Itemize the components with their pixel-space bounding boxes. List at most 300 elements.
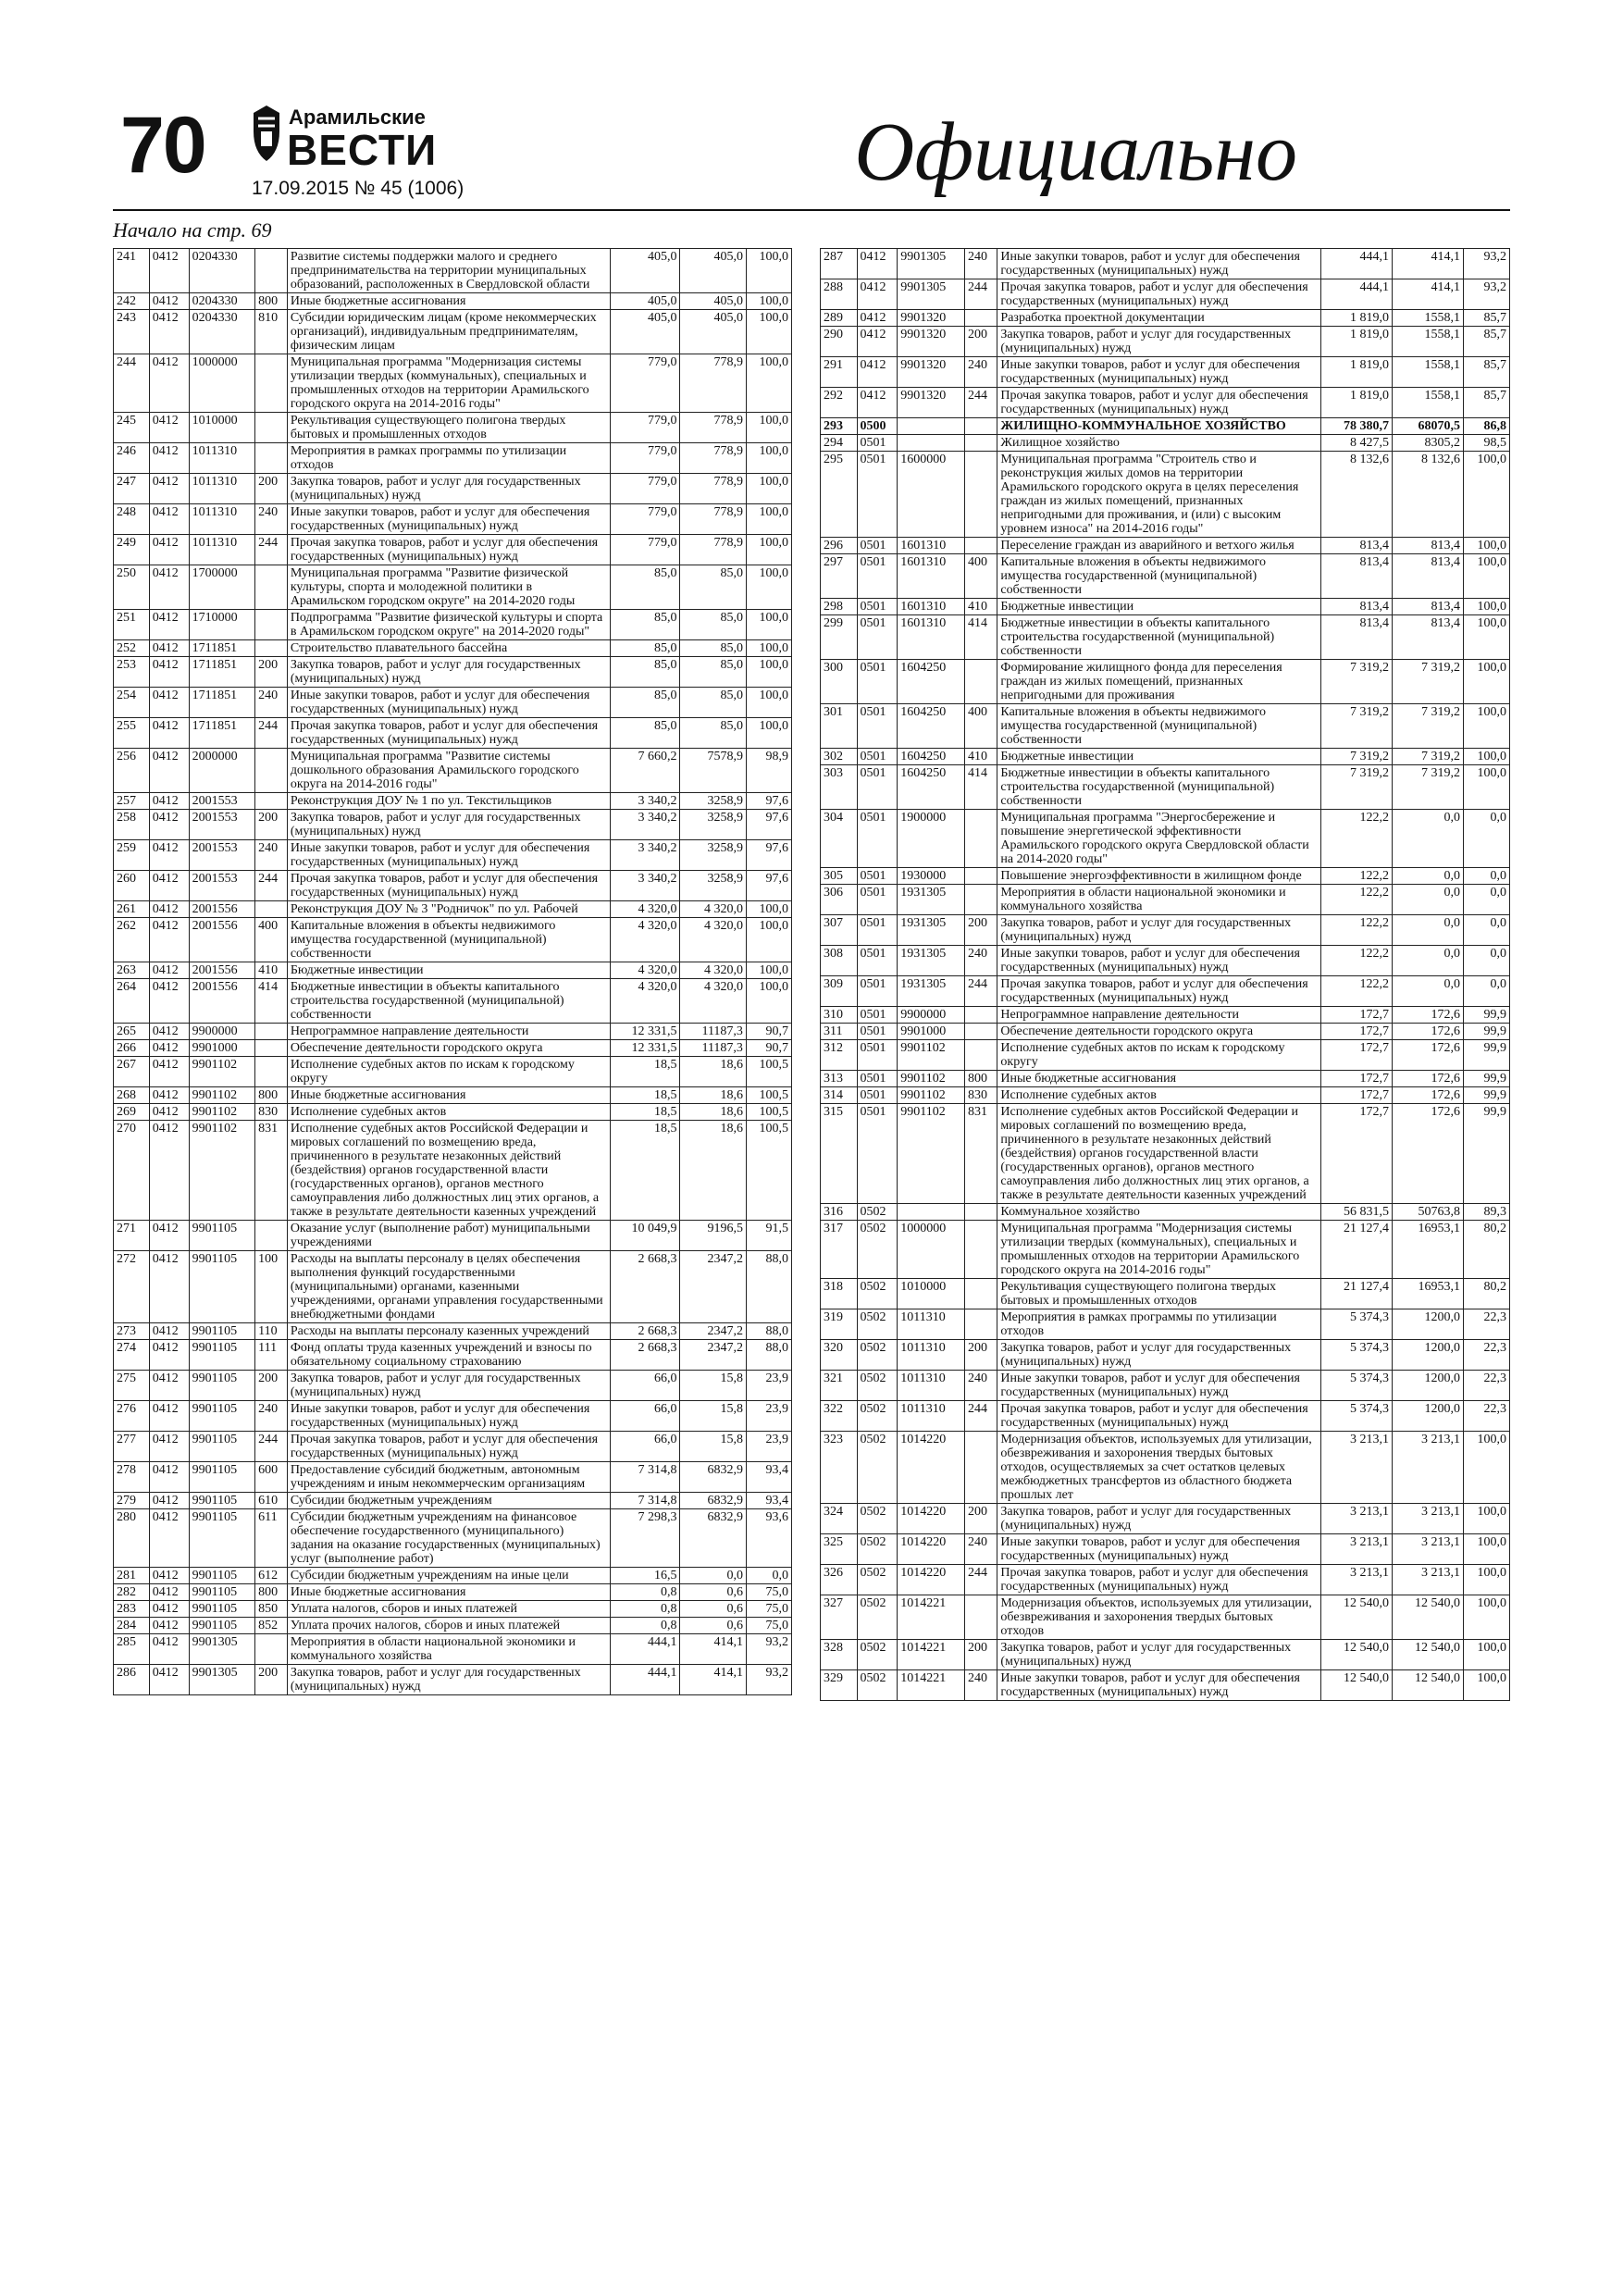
executed-amount: 2347,2 [680, 1251, 746, 1323]
item-name: Субсидии юридическим лицам (кроме некоммерческих организаций), индивидуальным предпринимателям, физическим лицам [287, 310, 610, 354]
row-number: 241 [114, 249, 150, 293]
execution-percent: 23,9 [746, 1432, 791, 1462]
executed-amount: 414,1 [680, 1665, 746, 1695]
table-row [114, 1104, 792, 1121]
target-code: 1011310 [898, 1340, 965, 1371]
row-number: 325 [821, 1534, 858, 1565]
row-number: 304 [821, 810, 858, 868]
expense-type: 244 [255, 1432, 288, 1462]
table-row [114, 354, 792, 413]
executed-amount: 813,4 [1393, 599, 1464, 615]
executed-amount: 15,8 [680, 1371, 746, 1401]
expense-type: 244 [255, 871, 288, 901]
table-row [821, 765, 1510, 810]
item-name: Закупка товаров, работ и услуг для государственных (муниципальных) нужд [997, 915, 1321, 946]
section-code: 0412 [149, 1057, 189, 1087]
section-code: 0502 [857, 1309, 898, 1340]
section-code: 0502 [857, 1204, 898, 1221]
execution-percent: 99,9 [1463, 1087, 1509, 1104]
target-code: 9901305 [898, 249, 965, 279]
planned-amount: 444,1 [610, 1634, 680, 1665]
expense-type: 200 [255, 810, 288, 840]
item-name: Расходы на выплаты персоналу казенных учреждений [287, 1323, 610, 1340]
section-code: 0412 [149, 1221, 189, 1251]
section-code: 0412 [149, 1371, 189, 1401]
target-code: 9901105 [189, 1568, 254, 1584]
planned-amount: 21 127,4 [1321, 1221, 1393, 1279]
target-code: 0204330 [189, 310, 254, 354]
table-row [821, 388, 1510, 418]
executed-amount: 414,1 [1393, 249, 1464, 279]
expense-type [255, 901, 288, 918]
expense-type: 240 [965, 1534, 997, 1565]
expense-type: 612 [255, 1568, 288, 1584]
execution-percent: 100,0 [746, 688, 791, 718]
item-name: Иные закупки товаров, работ и услуг для обеспечения государственных (муниципальных) нужд [997, 249, 1321, 279]
item-name: Модернизация объектов, используемых для утилизации, обезвреживания и захоронения твердых бытовых отходов, осуществляемых за счет остатков целевых межбюджетных трансфертов из областного бюджета прошлых лет [997, 1432, 1321, 1504]
target-code [898, 418, 965, 435]
target-code: 9901102 [189, 1104, 254, 1121]
planned-amount: 779,0 [610, 535, 680, 565]
target-code: 1601310 [898, 599, 965, 615]
executed-amount: 12 540,0 [1393, 1640, 1464, 1670]
row-number: 328 [821, 1640, 858, 1670]
table-row [821, 279, 1510, 310]
section-code: 0412 [149, 918, 189, 962]
row-number: 324 [821, 1504, 858, 1534]
table-row [114, 1221, 792, 1251]
section-code: 0502 [857, 1279, 898, 1309]
target-code: 1604250 [898, 704, 965, 749]
planned-amount: 779,0 [610, 504, 680, 535]
target-code: 9901105 [189, 1371, 254, 1401]
table-row [114, 474, 792, 504]
item-name: Реконструкция ДОУ № 1 по ул. Текстильщиков [287, 793, 610, 810]
planned-amount: 66,0 [610, 1432, 680, 1462]
item-name: Модернизация объектов, используемых для утилизации, обезвреживания и захоронения твердых бытовых отходов [997, 1595, 1321, 1640]
planned-amount: 172,7 [1321, 1024, 1393, 1040]
executed-amount: 7 319,2 [1393, 749, 1464, 765]
executed-amount: 85,0 [680, 565, 746, 610]
executed-amount: 4 320,0 [680, 979, 746, 1024]
planned-amount: 3 340,2 [610, 793, 680, 810]
table-row [114, 1601, 792, 1618]
section-code: 0501 [857, 946, 898, 976]
item-name: Иные закупки товаров, работ и услуг для обеспечения государственных (муниципальных) нужд [997, 1670, 1321, 1701]
planned-amount: 2 668,3 [610, 1251, 680, 1323]
executed-amount: 50763,8 [1393, 1204, 1464, 1221]
table-row [114, 565, 792, 610]
executed-amount: 18,6 [680, 1104, 746, 1121]
executed-amount: 3258,9 [680, 840, 746, 871]
executed-amount: 172,6 [1393, 1024, 1464, 1040]
target-code: 9901105 [189, 1340, 254, 1371]
target-code: 9901105 [189, 1601, 254, 1618]
executed-amount: 15,8 [680, 1401, 746, 1432]
item-name: Прочая закупка товаров, работ и услуг для обеспечения государственных (муниципальных) нужд [287, 718, 610, 749]
execution-percent: 0,0 [1463, 976, 1509, 1007]
target-code: 2001553 [189, 810, 254, 840]
section-code: 0501 [857, 885, 898, 915]
target-code: 1711851 [189, 640, 254, 657]
table-row [114, 413, 792, 443]
expense-type: 800 [255, 293, 288, 310]
table-row [114, 657, 792, 688]
row-number: 282 [114, 1584, 150, 1601]
table-row [114, 610, 792, 640]
table-row [114, 1509, 792, 1568]
row-number: 242 [114, 293, 150, 310]
execution-percent: 22,3 [1463, 1309, 1509, 1340]
execution-percent: 100,0 [1463, 599, 1509, 615]
executed-amount: 16953,1 [1393, 1279, 1464, 1309]
row-number: 274 [114, 1340, 150, 1371]
planned-amount: 7 660,2 [610, 749, 680, 793]
planned-amount: 4 320,0 [610, 979, 680, 1024]
planned-amount: 3 340,2 [610, 840, 680, 871]
target-code: 9901000 [898, 1024, 965, 1040]
expense-type: 200 [255, 657, 288, 688]
target-code: 2000000 [189, 749, 254, 793]
section-code: 0412 [857, 310, 898, 327]
item-name: Формирование жилищного фонда для переселения граждан из жилых помещений, признанных непригодными для проживания [997, 660, 1321, 704]
execution-percent: 80,2 [1463, 1221, 1509, 1279]
planned-amount: 85,0 [610, 657, 680, 688]
section-code: 0412 [149, 610, 189, 640]
item-name: Иные бюджетные ассигнования [287, 293, 610, 310]
expense-type: 831 [965, 1104, 997, 1204]
target-code: 9901102 [189, 1121, 254, 1221]
section-code: 0502 [857, 1565, 898, 1595]
section-code: 0412 [149, 1087, 189, 1104]
table-row [114, 1251, 792, 1323]
expense-type: 240 [965, 1371, 997, 1401]
planned-amount: 0,8 [610, 1584, 680, 1601]
row-number: 254 [114, 688, 150, 718]
expense-type: 244 [965, 976, 997, 1007]
target-code: 9901102 [189, 1057, 254, 1087]
row-number: 257 [114, 793, 150, 810]
execution-percent: 0,0 [1463, 885, 1509, 915]
execution-percent: 93,2 [1463, 279, 1509, 310]
row-number: 301 [821, 704, 858, 749]
row-number: 258 [114, 810, 150, 840]
section-code: 0412 [857, 357, 898, 388]
planned-amount: 122,2 [1321, 868, 1393, 885]
target-code: 1014221 [898, 1640, 965, 1670]
executed-amount: 4 320,0 [680, 918, 746, 962]
expense-type: 200 [965, 1640, 997, 1670]
planned-amount: 122,2 [1321, 976, 1393, 1007]
table-row [114, 535, 792, 565]
expense-type: 410 [255, 962, 288, 979]
expense-type: 100 [255, 1251, 288, 1323]
section-code: 0412 [149, 443, 189, 474]
item-name: Исполнение судебных актов Российской Федерации и мировых соглашений по возмещению вреда, причиненного в результате незаконных действий (бездействия) органов государственной власти (государственных органов), органов местного самоуправления либо должностных лиц этих органов, а также в результате деятельности казенных учреждений [287, 1121, 610, 1221]
planned-amount: 3 213,1 [1321, 1565, 1393, 1595]
planned-amount: 5 374,3 [1321, 1309, 1393, 1340]
expense-type [965, 1204, 997, 1221]
executed-amount: 16953,1 [1393, 1221, 1464, 1279]
planned-amount: 1 819,0 [1321, 357, 1393, 388]
executed-amount: 3 213,1 [1393, 1504, 1464, 1534]
row-number: 300 [821, 660, 858, 704]
table-row [114, 871, 792, 901]
executed-amount: 85,0 [680, 640, 746, 657]
row-number: 327 [821, 1595, 858, 1640]
section-code: 0502 [857, 1595, 898, 1640]
executed-amount: 11187,3 [680, 1024, 746, 1040]
section-code: 0412 [149, 1040, 189, 1057]
planned-amount: 18,5 [610, 1104, 680, 1121]
section-code: 0501 [857, 749, 898, 765]
target-code: 2001556 [189, 901, 254, 918]
row-number: 288 [821, 279, 858, 310]
execution-percent: 0,0 [1463, 868, 1509, 885]
item-name: Разработка проектной документации [997, 310, 1321, 327]
execution-percent: 100,0 [1463, 704, 1509, 749]
table-row [114, 504, 792, 535]
executed-amount: 0,0 [1393, 810, 1464, 868]
table-row [821, 660, 1510, 704]
item-name: Иные закупки товаров, работ и услуг для обеспечения государственных (муниципальных) нужд [287, 840, 610, 871]
target-code: 1931305 [898, 885, 965, 915]
target-code: 1900000 [898, 810, 965, 868]
row-number: 264 [114, 979, 150, 1024]
target-code [898, 435, 965, 452]
table-row [821, 915, 1510, 946]
section-code: 0412 [149, 749, 189, 793]
item-name: Прочая закупка товаров, работ и услуг для обеспечения государственных (муниципальных) нужд [997, 1401, 1321, 1432]
item-name: Иные закупки товаров, работ и услуг для обеспечения государственных (муниципальных) нужд [287, 1401, 610, 1432]
target-code: 9901105 [189, 1432, 254, 1462]
executed-amount: 1558,1 [1393, 357, 1464, 388]
item-name: Иные закупки товаров, работ и услуг для обеспечения государственных (муниципальных) нужд [287, 688, 610, 718]
execution-percent: 100,0 [1463, 452, 1509, 538]
item-name: Предоставление субсидий бюджетным, автономным учреждениям и иным некоммерческим организациям [287, 1462, 610, 1493]
row-number: 260 [114, 871, 150, 901]
execution-percent: 100,0 [1463, 554, 1509, 599]
item-name: Мероприятия в рамках программы по утилизации отходов [287, 443, 610, 474]
row-number: 312 [821, 1040, 858, 1071]
executed-amount: 18,6 [680, 1121, 746, 1221]
planned-amount: 405,0 [610, 293, 680, 310]
item-name: Обеспечение деятельности городского округа [997, 1024, 1321, 1040]
row-number: 252 [114, 640, 150, 657]
row-number: 269 [114, 1104, 150, 1121]
executed-amount: 12 540,0 [1393, 1595, 1464, 1640]
execution-percent: 100,0 [746, 901, 791, 918]
target-code: 9901102 [189, 1087, 254, 1104]
table-row [114, 1665, 792, 1695]
item-name: Капитальные вложения в объекты недвижимого имущества государственной (муниципальной) собственности [997, 704, 1321, 749]
row-number: 313 [821, 1071, 858, 1087]
expense-type [255, 354, 288, 413]
target-code: 1011310 [189, 474, 254, 504]
execution-percent: 93,4 [746, 1493, 791, 1509]
section-title: Официально [854, 106, 1297, 198]
row-number: 295 [821, 452, 858, 538]
executed-amount: 405,0 [680, 249, 746, 293]
planned-amount: 0,8 [610, 1601, 680, 1618]
table-row [114, 1371, 792, 1401]
target-code: 9901102 [898, 1071, 965, 1087]
budget-table-left [113, 248, 792, 1695]
row-number: 293 [821, 418, 858, 435]
table-row [821, 327, 1510, 357]
section-code: 0501 [857, 615, 898, 660]
target-code: 1711851 [189, 657, 254, 688]
planned-amount: 172,7 [1321, 1087, 1393, 1104]
section-code: 0412 [149, 1634, 189, 1665]
section-code: 0501 [857, 1087, 898, 1104]
planned-amount: 12 540,0 [1321, 1670, 1393, 1701]
table-row [114, 1057, 792, 1087]
planned-amount: 779,0 [610, 413, 680, 443]
execution-percent: 93,2 [746, 1634, 791, 1665]
expense-type [255, 413, 288, 443]
planned-amount: 16,5 [610, 1568, 680, 1584]
executed-amount: 3258,9 [680, 871, 746, 901]
table-row [114, 688, 792, 718]
execution-percent: 100,0 [746, 535, 791, 565]
planned-amount: 122,2 [1321, 915, 1393, 946]
row-number: 251 [114, 610, 150, 640]
row-number: 266 [114, 1040, 150, 1057]
newspaper-logo [252, 104, 478, 168]
execution-percent: 100,0 [746, 979, 791, 1024]
row-number: 277 [114, 1432, 150, 1462]
item-name: Муниципальная программа "Энергосбережение и повышение энергетической эффективности Арамильского городского округа Свердловской области на 2014-2020 годы" [997, 810, 1321, 868]
table-row [821, 599, 1510, 615]
planned-amount: 813,4 [1321, 599, 1393, 615]
execution-percent: 88,0 [746, 1340, 791, 1371]
execution-percent: 88,0 [746, 1251, 791, 1323]
expense-type: 800 [965, 1071, 997, 1087]
target-code: 2001556 [189, 918, 254, 962]
section-code: 0412 [149, 1121, 189, 1221]
item-name: Мероприятия в области национальной экономики и коммунального хозяйства [287, 1634, 610, 1665]
expense-type: 240 [965, 357, 997, 388]
executed-amount: 405,0 [680, 310, 746, 354]
planned-amount: 444,1 [610, 1665, 680, 1695]
section-code: 0501 [857, 1071, 898, 1087]
item-name: Расходы на выплаты персоналу в целях обеспечения выполнения функций государственными (муниципальными) органами, казенными учреждениями, органами управления государственными внебюджетными фондами [287, 1251, 610, 1323]
section-code: 0412 [149, 718, 189, 749]
table-row [821, 1565, 1510, 1595]
execution-percent: 100,0 [746, 443, 791, 474]
header-rule [113, 209, 1510, 211]
table-row [821, 452, 1510, 538]
executed-amount: 414,1 [680, 1634, 746, 1665]
executed-amount: 85,0 [680, 718, 746, 749]
executed-amount: 172,6 [1393, 1087, 1464, 1104]
table-row [821, 435, 1510, 452]
executed-amount: 85,0 [680, 657, 746, 688]
planned-amount: 122,2 [1321, 946, 1393, 976]
planned-amount: 172,7 [1321, 1104, 1393, 1204]
item-name: ЖИЛИЩНО-КОММУНАЛЬНОЕ ХОЗЯЙСТВО [997, 418, 1321, 435]
target-code: 1014220 [898, 1565, 965, 1595]
section-code: 0501 [857, 1104, 898, 1204]
expense-type [255, 1221, 288, 1251]
target-code: 1931305 [898, 976, 965, 1007]
section-code: 0412 [149, 1462, 189, 1493]
expense-type [965, 1040, 997, 1071]
row-number: 281 [114, 1568, 150, 1584]
row-number: 289 [821, 310, 858, 327]
section-code: 0501 [857, 976, 898, 1007]
target-code: 9901105 [189, 1509, 254, 1568]
section-code: 0412 [149, 565, 189, 610]
target-code: 9901305 [189, 1634, 254, 1665]
section-code: 0502 [857, 1221, 898, 1279]
table-row [114, 1432, 792, 1462]
table-row [821, 1007, 1510, 1024]
target-code: 1010000 [898, 1279, 965, 1309]
expense-type [965, 1007, 997, 1024]
target-code: 1014221 [898, 1670, 965, 1701]
row-number: 290 [821, 327, 858, 357]
item-name: Прочая закупка товаров, работ и услуг для обеспечения государственных (муниципальных) нужд [287, 535, 610, 565]
expense-type [965, 418, 997, 435]
row-number: 267 [114, 1057, 150, 1087]
planned-amount: 56 831,5 [1321, 1204, 1393, 1221]
expense-type [255, 1024, 288, 1040]
budget-table-right [820, 248, 1510, 1701]
target-code: 9901105 [189, 1323, 254, 1340]
planned-amount: 2 668,3 [610, 1340, 680, 1371]
section-code: 0412 [149, 979, 189, 1024]
executed-amount: 6832,9 [680, 1493, 746, 1509]
table-row [821, 538, 1510, 554]
item-name: Строительство плавательного бассейна [287, 640, 610, 657]
item-name: Субсидии бюджетным учреждениям на финансовое обеспечение государственного (муниципального) задания на оказание государственных (муниципальных) услуг (выполнение работ) [287, 1509, 610, 1568]
table-row [821, 1432, 1510, 1504]
row-number: 243 [114, 310, 150, 354]
execution-percent: 93,6 [746, 1509, 791, 1568]
planned-amount: 8 427,5 [1321, 435, 1393, 452]
executed-amount: 3 213,1 [1393, 1432, 1464, 1504]
row-number: 292 [821, 388, 858, 418]
execution-percent: 0,0 [746, 1568, 791, 1584]
table-row [114, 293, 792, 310]
item-name: Исполнение судебных актов по искам к городскому округу [997, 1040, 1321, 1071]
executed-amount: 7 319,2 [1393, 765, 1464, 810]
row-number: 255 [114, 718, 150, 749]
item-name: Муниципальная программа "Модернизация системы утилизации твердых (коммунальных), специальных и промышленных отходов на территории Арамильского городского округа на 2014-2016 годы" [997, 1221, 1321, 1279]
execution-percent: 100,0 [1463, 1534, 1509, 1565]
item-name: Прочая закупка товаров, работ и услуг для обеспечения государственных (муниципальных) нужд [287, 1432, 610, 1462]
execution-percent: 75,0 [746, 1601, 791, 1618]
expense-type: 800 [255, 1584, 288, 1601]
target-code: 2001556 [189, 979, 254, 1024]
item-name: Бюджетные инвестиции [997, 749, 1321, 765]
expense-type: 852 [255, 1618, 288, 1634]
executed-amount: 172,6 [1393, 1071, 1464, 1087]
expense-type [965, 885, 997, 915]
planned-amount: 779,0 [610, 474, 680, 504]
expense-type [255, 640, 288, 657]
row-number: 326 [821, 1565, 858, 1595]
planned-amount: 3 213,1 [1321, 1534, 1393, 1565]
execution-percent: 97,6 [746, 871, 791, 901]
expense-type: 400 [965, 704, 997, 749]
execution-percent: 85,7 [1463, 310, 1509, 327]
section-code: 0502 [857, 1432, 898, 1504]
execution-percent: 100,0 [746, 610, 791, 640]
target-code: 9901320 [898, 327, 965, 357]
